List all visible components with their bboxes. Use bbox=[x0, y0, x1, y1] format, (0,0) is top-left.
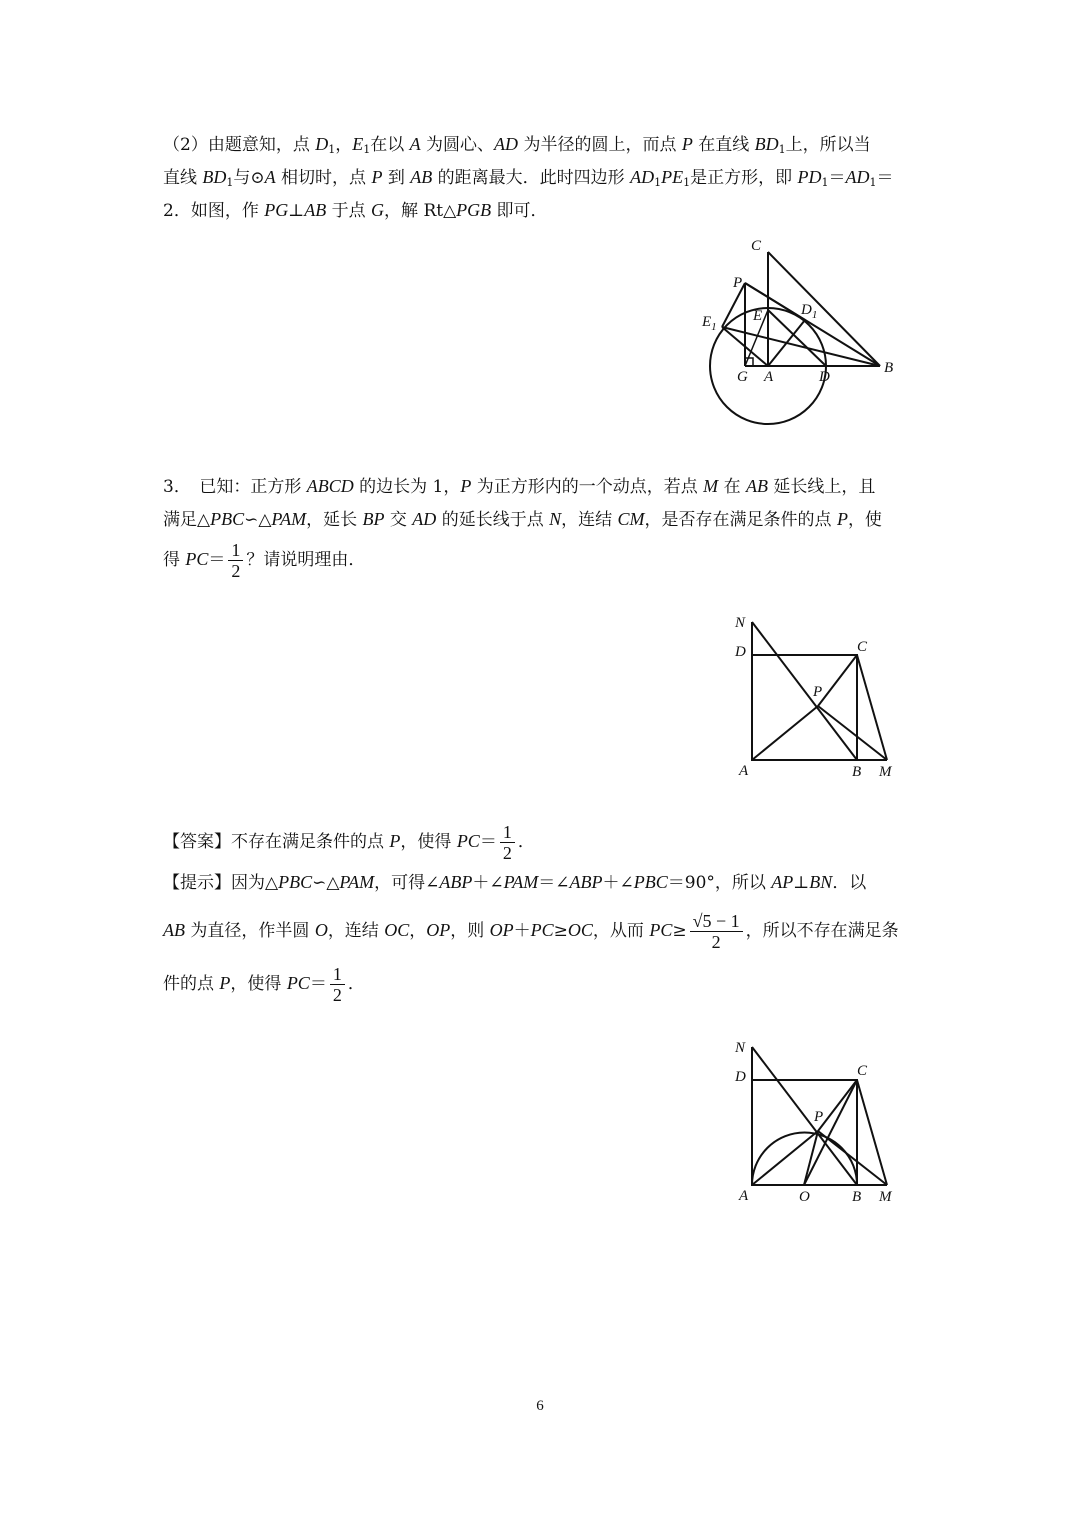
var: G bbox=[371, 200, 385, 220]
var: PD bbox=[797, 167, 822, 187]
var: A bbox=[409, 134, 421, 154]
text: （2）由题意知，点 bbox=[163, 135, 316, 155]
answer-tag: 【答案】 bbox=[163, 832, 231, 852]
text: ＝∠ bbox=[538, 873, 570, 893]
var: P bbox=[681, 134, 693, 154]
var: CM bbox=[617, 509, 645, 529]
var: PBC bbox=[633, 872, 668, 892]
text: 3． 已知：正方形 bbox=[163, 477, 307, 497]
var: P bbox=[389, 831, 401, 851]
var: BD bbox=[202, 167, 227, 187]
var: AB bbox=[745, 476, 768, 496]
text: 满足△ bbox=[163, 510, 211, 530]
text: 即可． bbox=[491, 201, 548, 221]
text: ＝ bbox=[208, 550, 226, 570]
var: O bbox=[314, 920, 328, 940]
text: 为半径的圆上，而点 bbox=[518, 135, 682, 155]
sub: 1 bbox=[869, 176, 877, 189]
text: ，所以不存在满足条 bbox=[745, 921, 899, 941]
text: ＋∠ bbox=[472, 873, 504, 893]
label-A: A bbox=[739, 763, 749, 779]
label-C: C bbox=[857, 1063, 868, 1079]
var: BP bbox=[362, 509, 385, 529]
text: 与⊙ bbox=[233, 168, 265, 188]
text: 的延长线于点 bbox=[436, 510, 550, 530]
var: AP bbox=[771, 872, 794, 892]
var: PBC bbox=[210, 509, 245, 529]
var: BD bbox=[754, 134, 779, 154]
sub: 1 bbox=[654, 176, 662, 189]
text: ，连结 bbox=[561, 510, 618, 530]
var: OP bbox=[426, 920, 451, 940]
text: 为圆心、 bbox=[420, 135, 495, 155]
text: ？请说明理由． bbox=[246, 550, 366, 570]
var: ABP bbox=[439, 872, 473, 892]
text: ， bbox=[409, 921, 427, 941]
var: E bbox=[352, 134, 364, 154]
denominator: 2 bbox=[332, 985, 342, 1005]
label-D: D bbox=[735, 1069, 746, 1085]
label-D: D bbox=[819, 369, 830, 385]
text: ，使 bbox=[847, 510, 882, 530]
text: ， bbox=[335, 135, 353, 155]
label-C: C bbox=[751, 238, 762, 254]
label-M: M bbox=[879, 1189, 892, 1205]
label-M: M bbox=[879, 764, 892, 780]
text: 交 bbox=[384, 510, 413, 530]
label-N: N bbox=[735, 1040, 746, 1056]
var: PAM bbox=[271, 509, 307, 529]
text: 在以 bbox=[370, 135, 410, 155]
line-nb bbox=[752, 1047, 857, 1185]
label-G: G bbox=[737, 369, 748, 385]
text: ，从而 bbox=[592, 921, 650, 941]
sub: 1 bbox=[363, 143, 371, 156]
text: 得 bbox=[163, 550, 186, 570]
var: AD bbox=[412, 509, 437, 529]
var: AB bbox=[410, 167, 433, 187]
var: M bbox=[703, 476, 719, 496]
text: ⊥ bbox=[288, 201, 305, 221]
semicircle-o bbox=[752, 1133, 857, 1185]
denominator: 2 bbox=[231, 561, 241, 581]
text: 于点 bbox=[326, 201, 372, 221]
denominator: 2 bbox=[711, 932, 721, 952]
sub: 1 bbox=[778, 143, 786, 156]
var: ABP bbox=[569, 872, 603, 892]
text: 在直线 bbox=[692, 135, 755, 155]
sub: 1 bbox=[328, 143, 336, 156]
text: ，是否存在满足条件的点 bbox=[644, 510, 837, 530]
text: 件的点 bbox=[163, 974, 220, 994]
text: ，可得∠ bbox=[374, 873, 440, 893]
label-D: D bbox=[735, 644, 746, 660]
var: BN bbox=[809, 872, 833, 892]
line-op bbox=[804, 1131, 818, 1185]
text: ，使得 bbox=[400, 832, 457, 852]
var: OC bbox=[567, 920, 593, 940]
label-P: P bbox=[814, 1109, 824, 1125]
var: D bbox=[315, 134, 329, 154]
text: 延长线上，且 bbox=[767, 477, 876, 497]
label-N: N bbox=[735, 615, 746, 631]
var: PC bbox=[530, 920, 554, 940]
line-pm bbox=[818, 1131, 887, 1185]
label-D1: $D_1$ bbox=[801, 302, 818, 321]
numerator: 1 bbox=[330, 964, 345, 985]
text: ⊥ bbox=[793, 873, 810, 893]
text: 因为△ bbox=[231, 873, 279, 893]
var: ABCD bbox=[306, 476, 354, 496]
text: ，连结 bbox=[327, 921, 385, 941]
text: ∽△ bbox=[244, 510, 272, 530]
var: AD bbox=[845, 167, 870, 187]
var: N bbox=[549, 509, 562, 529]
text: 到 bbox=[382, 168, 411, 188]
var: P bbox=[371, 167, 383, 187]
text: ∽△ bbox=[312, 873, 340, 893]
denominator: 2 bbox=[502, 843, 512, 863]
text: 为正方形内的一个动点，若点 bbox=[471, 477, 704, 497]
text: 的距离最大．此时四边形 bbox=[432, 168, 631, 188]
label-C: C bbox=[857, 639, 868, 655]
label-A: A bbox=[739, 1188, 749, 1204]
text: 不存在满足条件的点 bbox=[231, 832, 390, 852]
label-B: B bbox=[852, 764, 862, 780]
text: 直线 bbox=[163, 168, 203, 188]
text: ＝ bbox=[828, 168, 846, 188]
page-number: 6 bbox=[536, 1398, 544, 1414]
var: PE bbox=[661, 167, 684, 187]
numerator: √5 − 1 bbox=[690, 911, 743, 932]
text: ． bbox=[517, 832, 535, 852]
text: 上，所以当 bbox=[785, 135, 871, 155]
text: ≥ bbox=[553, 921, 568, 941]
var: P bbox=[460, 476, 472, 496]
var: PAM bbox=[339, 872, 375, 892]
text: 的边长为 1， bbox=[353, 477, 461, 497]
var: A bbox=[264, 167, 276, 187]
text: ，则 bbox=[450, 921, 490, 941]
hint-tag: 【提示】 bbox=[163, 873, 231, 893]
text: ，使得 bbox=[230, 974, 287, 994]
text: ＋∠ bbox=[602, 873, 634, 893]
label-P: P bbox=[813, 684, 823, 700]
var: PC bbox=[185, 549, 209, 569]
label-P: P bbox=[733, 275, 743, 291]
sub: 1 bbox=[226, 176, 234, 189]
var: PAM bbox=[503, 872, 539, 892]
text: 是正方形，即 bbox=[690, 168, 798, 188]
label-A: A bbox=[764, 369, 774, 385]
var: P bbox=[219, 973, 231, 993]
text: ，延长 bbox=[306, 510, 363, 530]
text: ＋ bbox=[513, 921, 531, 941]
numerator: 1 bbox=[228, 540, 243, 561]
sub: 1 bbox=[683, 176, 691, 189]
label-B: B bbox=[884, 360, 894, 376]
text: ＝90°，所以 bbox=[667, 873, 772, 893]
var: AB bbox=[163, 920, 185, 940]
text: ＝ bbox=[309, 974, 327, 994]
sub: 1 bbox=[821, 176, 829, 189]
text: 相切时，点 bbox=[275, 168, 372, 188]
var: PBC bbox=[278, 872, 313, 892]
var: P bbox=[836, 509, 848, 529]
var: AB bbox=[304, 200, 327, 220]
var: PG bbox=[264, 200, 289, 220]
line-pc bbox=[818, 1080, 857, 1131]
var: AD bbox=[494, 134, 519, 154]
var: PGB bbox=[456, 200, 492, 220]
text: ． bbox=[347, 974, 365, 994]
label-O: O bbox=[799, 1189, 810, 1205]
var: PC bbox=[286, 973, 310, 993]
text: ．以 bbox=[832, 873, 867, 893]
label-E: E bbox=[753, 308, 763, 324]
text: ＝ bbox=[479, 832, 497, 852]
text: ，解 Rt△ bbox=[384, 201, 457, 221]
text: 在 bbox=[718, 477, 746, 497]
numerator: 1 bbox=[500, 822, 515, 843]
var: OP bbox=[489, 920, 514, 940]
var: OC bbox=[384, 920, 410, 940]
text: 2．如图，作 bbox=[163, 201, 265, 221]
label-B: B bbox=[852, 1189, 862, 1205]
var: PC bbox=[649, 920, 673, 940]
var: PC bbox=[456, 831, 480, 851]
line-cm bbox=[857, 1080, 887, 1185]
text: 为直径，作半圆 bbox=[185, 921, 315, 941]
text: ＝ bbox=[876, 168, 894, 188]
text: ≥ bbox=[672, 921, 687, 941]
label-E1: $E_1$ bbox=[702, 314, 717, 333]
var: AD bbox=[630, 167, 655, 187]
